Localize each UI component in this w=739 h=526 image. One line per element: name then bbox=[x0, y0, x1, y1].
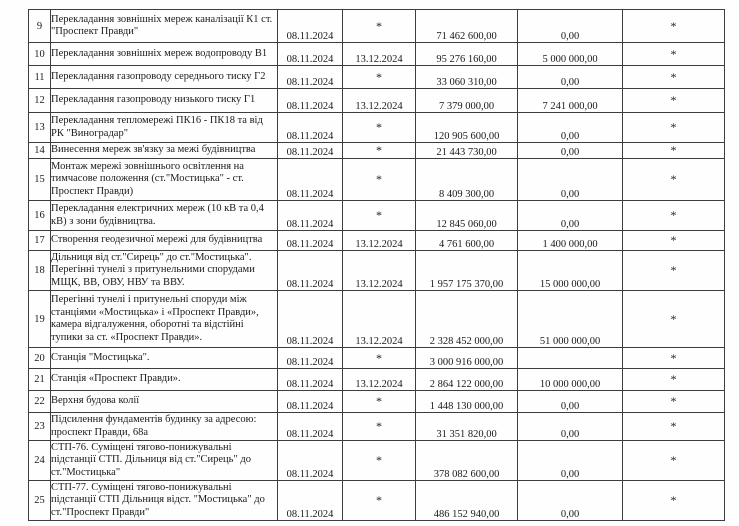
note-cell: * bbox=[623, 369, 725, 391]
table-row bbox=[29, 291, 725, 348]
description-cell: Підсилення фундаментів будинку за адресою: проспект Правди, 68а bbox=[51, 413, 278, 441]
start-date-cell: 08.11.2024 bbox=[278, 113, 343, 143]
note-cell: * bbox=[623, 201, 725, 231]
table-row bbox=[29, 441, 725, 481]
advance-amount-cell: 1 400 000,00 bbox=[518, 231, 623, 251]
note-cell: * bbox=[623, 291, 725, 348]
table-row bbox=[29, 481, 725, 521]
completion-date-cell: * bbox=[343, 413, 416, 441]
row-number-cell: 11 bbox=[29, 66, 51, 89]
start-date-cell: 08.11.2024 bbox=[278, 481, 343, 521]
completion-date-cell: * bbox=[343, 441, 416, 481]
row-number-cell: 14 bbox=[29, 143, 51, 159]
total-amount-cell: 8 409 300,00 bbox=[416, 159, 518, 201]
note-cell: * bbox=[623, 43, 725, 66]
description-cell: Перекладання електричних мереж (10 кВ та 0,4 кВ) з зони будівництва. bbox=[51, 201, 278, 231]
description-cell: Верхня будова колії bbox=[51, 391, 278, 413]
row-number-cell: 16 bbox=[29, 201, 51, 231]
total-amount-cell: 71 462 600,00 bbox=[416, 10, 518, 43]
description-cell: Перекладання зовнішніх мереж водопроводу В1 bbox=[51, 43, 278, 66]
completion-date-cell: * bbox=[343, 201, 416, 231]
note-cell: * bbox=[623, 251, 725, 291]
row-number-cell: 9 bbox=[29, 10, 51, 43]
completion-date-cell: 13.12.2024 bbox=[343, 369, 416, 391]
completion-date-cell: * bbox=[343, 143, 416, 159]
works-schedule-table bbox=[28, 9, 725, 521]
completion-date-cell: * bbox=[343, 159, 416, 201]
start-date-cell: 08.11.2024 bbox=[278, 66, 343, 89]
completion-date-cell: 13.12.2024 bbox=[343, 231, 416, 251]
table-row bbox=[29, 113, 725, 143]
table-row bbox=[29, 369, 725, 391]
table-row bbox=[29, 66, 725, 89]
note-cell: * bbox=[623, 66, 725, 89]
description-cell: Станція "Мостицька". bbox=[51, 348, 278, 369]
note-cell: * bbox=[623, 231, 725, 251]
start-date-cell: 08.11.2024 bbox=[278, 369, 343, 391]
row-number-cell: 19 bbox=[29, 291, 51, 348]
advance-amount-cell: 10 000 000,00 bbox=[518, 369, 623, 391]
table-row bbox=[29, 413, 725, 441]
row-number-cell: 20 bbox=[29, 348, 51, 369]
advance-amount-cell: 0,00 bbox=[518, 66, 623, 89]
start-date-cell: 08.11.2024 bbox=[278, 43, 343, 66]
advance-amount-cell: 5 000 000,00 bbox=[518, 43, 623, 66]
start-date-cell: 08.11.2024 bbox=[278, 291, 343, 348]
start-date-cell: 08.11.2024 bbox=[278, 413, 343, 441]
total-amount-cell: 1 448 130 000,00 bbox=[416, 391, 518, 413]
total-amount-cell: 2 328 452 000,00 bbox=[416, 291, 518, 348]
start-date-cell: 08.11.2024 bbox=[278, 201, 343, 231]
row-number-cell: 25 bbox=[29, 481, 51, 521]
advance-amount-cell: 51 000 000,00 bbox=[518, 291, 623, 348]
completion-date-cell: 13.12.2024 bbox=[343, 89, 416, 113]
row-number-cell: 22 bbox=[29, 391, 51, 413]
total-amount-cell: 3 000 916 000,00 bbox=[416, 348, 518, 369]
total-amount-cell: 486 152 940,00 bbox=[416, 481, 518, 521]
note-cell: * bbox=[623, 113, 725, 143]
total-amount-cell: 33 060 310,00 bbox=[416, 66, 518, 89]
advance-amount-cell: 0,00 bbox=[518, 441, 623, 481]
advance-amount-cell: 0,00 bbox=[518, 413, 623, 441]
row-number-cell: 21 bbox=[29, 369, 51, 391]
description-cell: Дільниця від ст."Сирець" до ст."Мостицька". Перегінні тунелі з притунельними спорудами МЩК, ВВ, ОВУ, НВУ та ВВУ. bbox=[51, 251, 278, 291]
completion-date-cell: * bbox=[343, 66, 416, 89]
description-cell: Перекладання газопроводу середнього тиску Г2 bbox=[51, 66, 278, 89]
start-date-cell: 08.11.2024 bbox=[278, 143, 343, 159]
description-cell: Створення геодезичної мережі для будівництва bbox=[51, 231, 278, 251]
completion-date-cell: 13.12.2024 bbox=[343, 43, 416, 66]
description-cell: Винесення мереж зв'язку за межі будівництва bbox=[51, 143, 278, 159]
start-date-cell: 08.11.2024 bbox=[278, 391, 343, 413]
advance-amount-cell: 0,00 bbox=[518, 201, 623, 231]
total-amount-cell: 378 082 600,00 bbox=[416, 441, 518, 481]
row-number-cell: 12 bbox=[29, 89, 51, 113]
completion-date-cell: * bbox=[343, 391, 416, 413]
completion-date-cell: * bbox=[343, 113, 416, 143]
advance-amount-cell bbox=[518, 348, 623, 369]
note-cell: * bbox=[623, 348, 725, 369]
total-amount-cell: 7 379 000,00 bbox=[416, 89, 518, 113]
advance-amount-cell: 7 241 000,00 bbox=[518, 89, 623, 113]
start-date-cell: 08.11.2024 bbox=[278, 251, 343, 291]
note-cell: * bbox=[623, 481, 725, 521]
advance-amount-cell: 0,00 bbox=[518, 113, 623, 143]
completion-date-cell: 13.12.2024 bbox=[343, 251, 416, 291]
total-amount-cell: 2 864 122 000,00 bbox=[416, 369, 518, 391]
table-row bbox=[29, 231, 725, 251]
table-row bbox=[29, 10, 725, 43]
start-date-cell: 08.11.2024 bbox=[278, 441, 343, 481]
table-row bbox=[29, 159, 725, 201]
total-amount-cell: 120 905 600,00 bbox=[416, 113, 518, 143]
start-date-cell: 08.11.2024 bbox=[278, 159, 343, 201]
row-number-cell: 18 bbox=[29, 251, 51, 291]
note-cell: * bbox=[623, 441, 725, 481]
note-cell: * bbox=[623, 391, 725, 413]
advance-amount-cell: 0,00 bbox=[518, 481, 623, 521]
total-amount-cell: 12 845 060,00 bbox=[416, 201, 518, 231]
completion-date-cell: * bbox=[343, 348, 416, 369]
note-cell: * bbox=[623, 10, 725, 43]
description-cell: Монтаж мережі зовнішнього освітлення на тимчасове положення (ст."Мостицька" - ст. Проспект Правди) bbox=[51, 159, 278, 201]
completion-date-cell: * bbox=[343, 10, 416, 43]
table-row bbox=[29, 391, 725, 413]
total-amount-cell: 1 957 175 370,00 bbox=[416, 251, 518, 291]
description-cell: Перекладання газопроводу низького тиску Г1 bbox=[51, 89, 278, 113]
row-number-cell: 13 bbox=[29, 113, 51, 143]
total-amount-cell: 4 761 600,00 bbox=[416, 231, 518, 251]
table-row bbox=[29, 201, 725, 231]
start-date-cell: 08.11.2024 bbox=[278, 348, 343, 369]
table-row bbox=[29, 89, 725, 113]
table-row bbox=[29, 348, 725, 369]
start-date-cell: 08.11.2024 bbox=[278, 10, 343, 43]
completion-date-cell: 13.12.2024 bbox=[343, 291, 416, 348]
description-cell: Перекладання зовнішніх мереж каналізації К1 ст. "Проспект Правди" bbox=[51, 10, 278, 43]
description-cell: СТП-76. Суміщені тягово-понижувальні підстанції СТП. Дільниця від ст."Сирець" до ст."Мостицька" bbox=[51, 441, 278, 481]
description-cell: СТП-77. Суміщені тягово-понижувальні підстанції СТП Дільниця відст. "Мостицька" до ст."Проспект Правди" bbox=[51, 481, 278, 521]
advance-amount-cell: 0,00 bbox=[518, 391, 623, 413]
table-row bbox=[29, 43, 725, 66]
row-number-cell: 10 bbox=[29, 43, 51, 66]
table-row bbox=[29, 143, 725, 159]
row-number-cell: 17 bbox=[29, 231, 51, 251]
row-number-cell: 24 bbox=[29, 441, 51, 481]
start-date-cell: 08.11.2024 bbox=[278, 89, 343, 113]
note-cell: * bbox=[623, 143, 725, 159]
row-number-cell: 23 bbox=[29, 413, 51, 441]
description-cell: Перекладання тепломережі ПК16 - ПК18 та від РК "Виноградар" bbox=[51, 113, 278, 143]
description-cell: Перегінні тунелі і притунельні споруди між станціями «Мостицька» і «Проспект Правди», камера відгалуження, оборотні та відстійні тупики за ст. «Проспект Правди». bbox=[51, 291, 278, 348]
completion-date-cell: * bbox=[343, 481, 416, 521]
advance-amount-cell: 15 000 000,00 bbox=[518, 251, 623, 291]
advance-amount-cell: 0,00 bbox=[518, 10, 623, 43]
description-cell: Станція «Проспект Правди». bbox=[51, 369, 278, 391]
advance-amount-cell: 0,00 bbox=[518, 159, 623, 201]
total-amount-cell: 31 351 820,00 bbox=[416, 413, 518, 441]
row-number-cell: 15 bbox=[29, 159, 51, 201]
table-row bbox=[29, 251, 725, 291]
note-cell: * bbox=[623, 413, 725, 441]
total-amount-cell: 21 443 730,00 bbox=[416, 143, 518, 159]
advance-amount-cell: 0,00 bbox=[518, 143, 623, 159]
start-date-cell: 08.11.2024 bbox=[278, 231, 343, 251]
total-amount-cell: 95 276 160,00 bbox=[416, 43, 518, 66]
note-cell: * bbox=[623, 159, 725, 201]
note-cell: * bbox=[623, 89, 725, 113]
